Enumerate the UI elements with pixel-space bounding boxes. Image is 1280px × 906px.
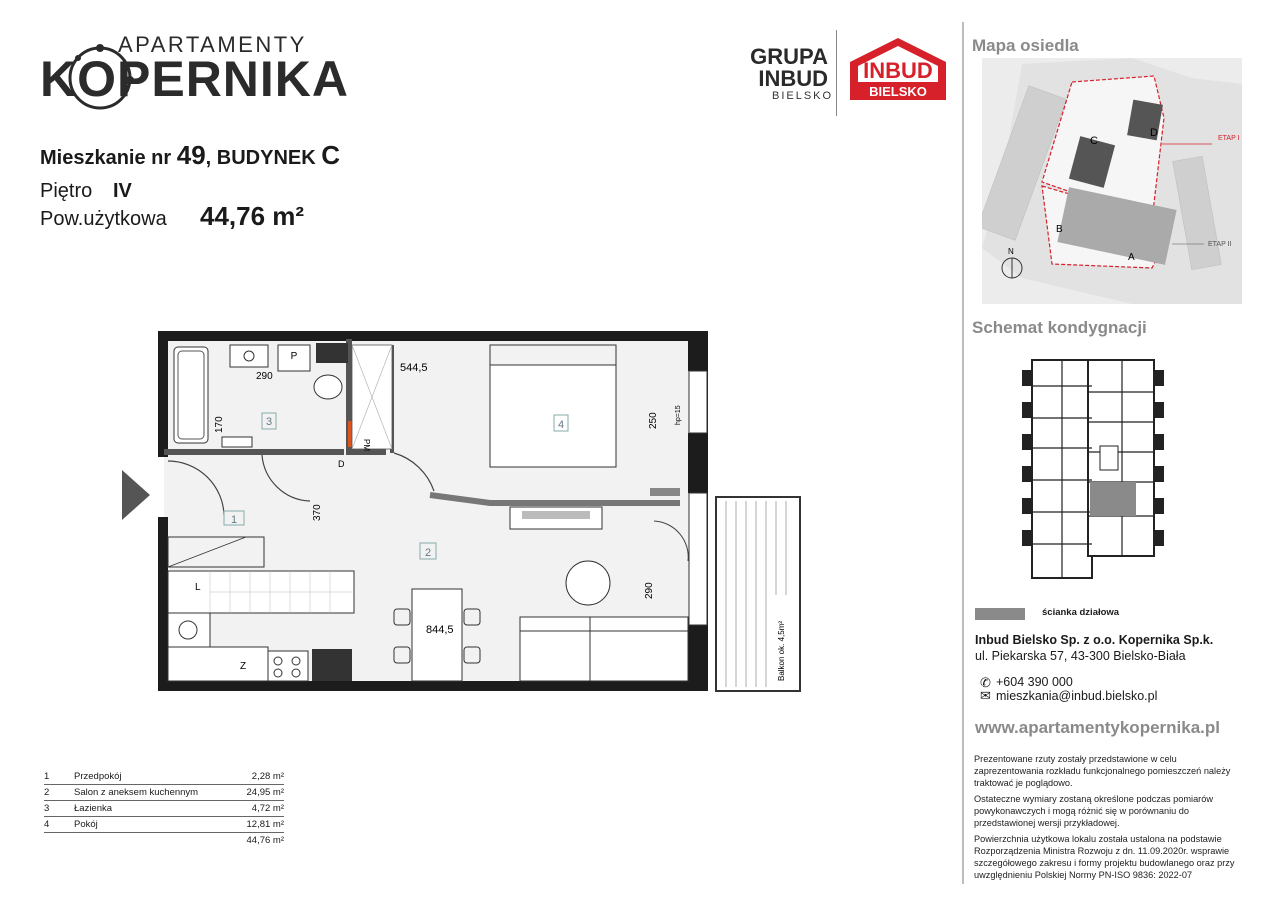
inbud-logo bbox=[846, 36, 950, 102]
map-label-etap1: ETAP I bbox=[1218, 135, 1240, 142]
dim-bedroom-width: 544,5 bbox=[400, 362, 428, 374]
dim-hp: hp=15 bbox=[675, 405, 682, 425]
balcony-label: Balkon ok. 4,5m² bbox=[777, 620, 786, 681]
dim-living-window: 290 bbox=[644, 582, 655, 599]
site-map-title: Mapa osiedla bbox=[972, 36, 1079, 55]
area-label: Pow.użytkowa bbox=[40, 208, 167, 230]
map-label-etap2: ETAP II bbox=[1208, 241, 1232, 248]
rooms-table-name: Salon z aneksem kuchennym bbox=[62, 785, 236, 801]
building-label: , BUDYNEK bbox=[205, 147, 316, 169]
rooms-table-row bbox=[44, 785, 284, 801]
developer-line2: INBUD bbox=[758, 66, 828, 91]
floor-schema bbox=[1018, 356, 1168, 582]
room-1-number: 1 bbox=[230, 514, 238, 526]
website-link[interactable]: www.apartamentykopernika.pl bbox=[975, 718, 1220, 737]
developer-line1: GRUPA bbox=[750, 44, 828, 69]
developer-separator bbox=[836, 30, 837, 116]
map-north: N bbox=[1008, 247, 1014, 256]
developer-line3: BIELSKO bbox=[772, 90, 834, 102]
entrance-arrow-icon bbox=[120, 468, 152, 522]
apartment-number: 49 bbox=[176, 140, 206, 170]
rooms-table-name: Łazienka bbox=[62, 801, 236, 817]
room-2-number: 2 bbox=[424, 547, 432, 559]
site-map bbox=[982, 58, 1242, 304]
fixture-pm: PM bbox=[362, 439, 371, 451]
rooms-table-row bbox=[44, 817, 284, 833]
brand-top: APARTAMENTY bbox=[118, 32, 307, 57]
fixture-p: P bbox=[290, 351, 298, 362]
apartment-title bbox=[40, 140, 340, 171]
disclaimer-1: Prezentowane rzuty zostały przedstawione w celu zaprezentowania rozkładu funkcjonalnego pomieszczeń należy traktować je poglądowo. bbox=[974, 754, 1231, 788]
brand-main: KOPERNIKA bbox=[40, 51, 350, 107]
room-4-number: 4 bbox=[557, 419, 565, 431]
rooms-table-num: 1 bbox=[44, 769, 62, 785]
rooms-table-row bbox=[44, 801, 284, 817]
map-label-a: A bbox=[1128, 252, 1135, 263]
room-3-number: 3 bbox=[265, 416, 273, 428]
company-name: Inbud Bielsko Sp. z o.o. Kopernika Sp.k. bbox=[975, 633, 1214, 647]
floor-label: Piętro bbox=[40, 180, 93, 202]
fixture-z: Z bbox=[240, 661, 247, 672]
map-label-c: C bbox=[1090, 135, 1098, 147]
building-letter: C bbox=[321, 140, 341, 170]
dim-living-depth: 370 bbox=[312, 504, 323, 521]
rooms-total: 44,76 m² bbox=[246, 835, 284, 846]
dim-bath-depth: 170 bbox=[214, 416, 225, 433]
map-label-d: D bbox=[1150, 127, 1158, 139]
disclaimer-3: Powierzchnia użytkowa lokalu została ustalona na podstawie Rozporządzenia Ministra Rozwoju z dn. 11.09.2020r. wsprawie szczegółowego zakresu i formy projektu budowlanego oraz przy uwzględnieniu Polskiej Normy PN-ISO 9836: 2022-07 bbox=[974, 834, 1235, 880]
schema-title: Schemat kondygnacji bbox=[972, 318, 1147, 337]
email-link[interactable]: mieszkania@inbud.bielsko.pl bbox=[996, 689, 1158, 703]
fixture-l: L bbox=[195, 582, 201, 593]
inbud-logo-line1: INBUD bbox=[863, 58, 933, 83]
floor-plan bbox=[150, 325, 810, 695]
rooms-table bbox=[44, 769, 284, 848]
legend-label: ścianka działowa bbox=[1042, 607, 1120, 618]
rooms-table-area: 4,72 m² bbox=[236, 801, 284, 817]
rooms-table-num: 4 bbox=[44, 817, 62, 833]
rooms-table-name: Pokój bbox=[62, 817, 236, 833]
area-value: 44,76 m² bbox=[200, 201, 305, 231]
dim-living-width: 844,5 bbox=[426, 624, 454, 636]
fixture-d: D bbox=[338, 459, 345, 469]
rooms-table-num: 3 bbox=[44, 801, 62, 817]
rooms-table-area: 12,81 m² bbox=[236, 817, 284, 833]
company-address: ul. Piekarska 57, 43-300 Bielsko-Biała bbox=[975, 649, 1186, 663]
disclaimer-2: Ostateczne wymiary zostaną określone podczas pomiarów powykonawczych i mogą różnić się w porównaniu do przedstawionej wersji przykładowej. bbox=[974, 794, 1213, 828]
rooms-table-area: 2,28 m² bbox=[236, 769, 284, 785]
rooms-table-row bbox=[44, 769, 284, 785]
floor-value: IV bbox=[113, 180, 132, 202]
rooms-table-total-row bbox=[44, 833, 284, 849]
dim-bedroom-depth: 250 bbox=[648, 412, 659, 429]
phone-icon: ✆ bbox=[980, 675, 991, 690]
rooms-table-area: 24,95 m² bbox=[236, 785, 284, 801]
map-label-b: B bbox=[1056, 224, 1063, 235]
apartment-label: Mieszkanie nr bbox=[40, 147, 172, 169]
phone-number[interactable]: +604 390 000 bbox=[996, 675, 1073, 689]
inbud-logo-line2: BIELSKO bbox=[869, 84, 927, 99]
email-icon: ✉ bbox=[980, 688, 991, 703]
legend-swatch bbox=[975, 608, 1025, 620]
rooms-table-name: Przedpokój bbox=[62, 769, 236, 785]
column-divider bbox=[962, 22, 964, 884]
rooms-table-num: 2 bbox=[44, 785, 62, 801]
dim-bath-width: 290 bbox=[256, 371, 273, 382]
developer-name bbox=[742, 46, 828, 90]
